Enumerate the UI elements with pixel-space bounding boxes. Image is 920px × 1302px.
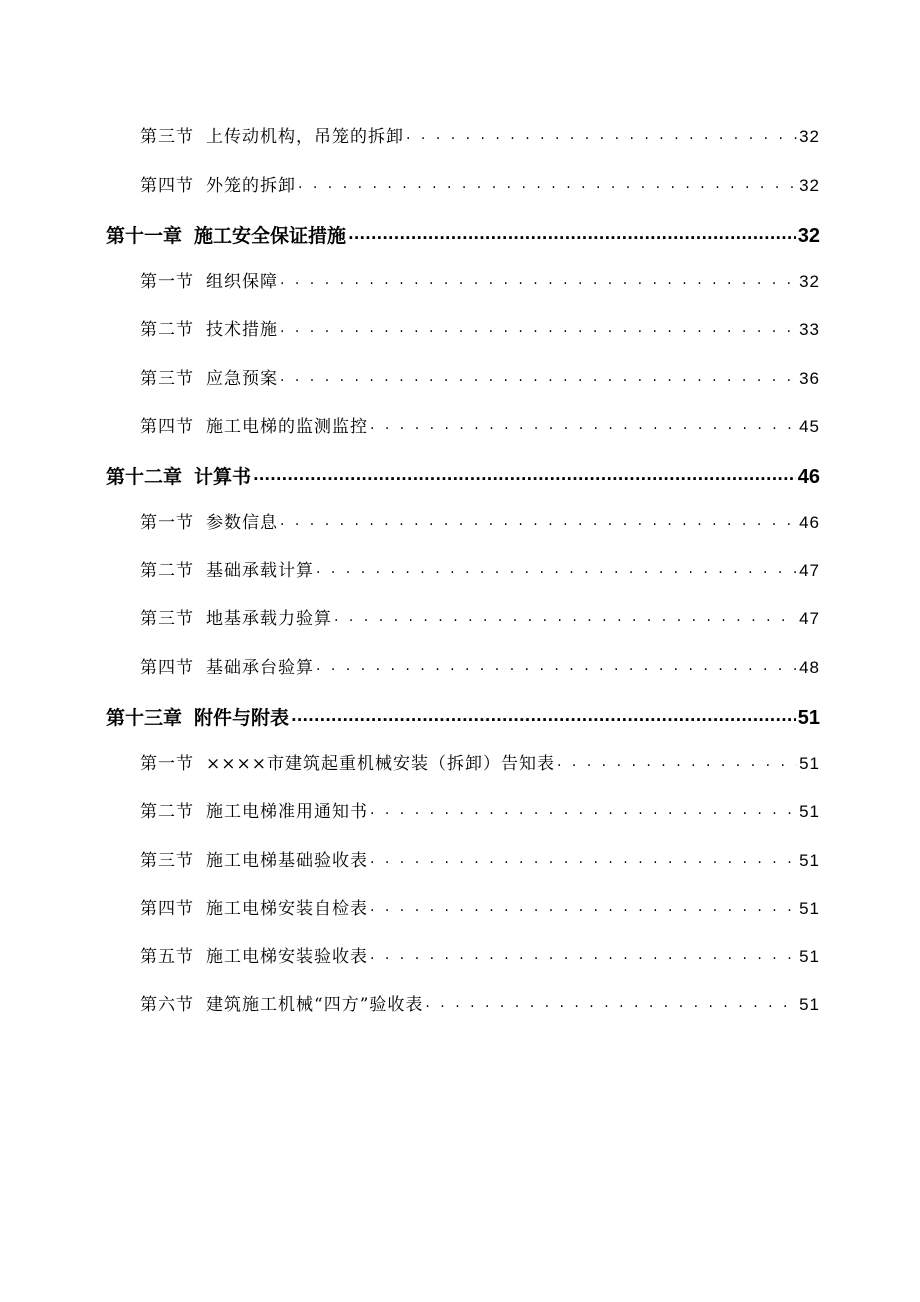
- toc-section-label: 第四节: [140, 658, 194, 678]
- toc-chapter-label: 第十一章: [106, 225, 183, 247]
- toc-page-number: 36: [799, 369, 820, 388]
- toc-entry-section[interactable]: [140, 171, 820, 196]
- dot-leader: [316, 656, 797, 673]
- toc-section-label: 第一节: [140, 754, 194, 774]
- toc-section-label: 第四节: [140, 899, 194, 919]
- toc-entry-section[interactable]: [140, 797, 820, 822]
- toc-section-label: 第三节: [140, 609, 194, 629]
- toc-entry-section[interactable]: [140, 990, 820, 1015]
- toc-entry-section[interactable]: [140, 846, 820, 871]
- toc-page-number: 51: [799, 899, 820, 918]
- toc-entry-section[interactable]: [140, 749, 820, 774]
- toc-entry-section[interactable]: [140, 556, 820, 581]
- dot-leader: [291, 705, 796, 724]
- toc-chapter-title: 附件与附表: [194, 707, 290, 729]
- toc-page-number: 51: [797, 707, 820, 729]
- toc-section-title: 基础承台验算: [206, 658, 314, 678]
- toc-page-number: 47: [799, 561, 820, 580]
- toc-section-title: 施工电梯基础验收表: [206, 851, 368, 871]
- toc-entry-section[interactable]: [140, 508, 820, 533]
- toc-entry-section[interactable]: [140, 364, 820, 389]
- toc-entry-section[interactable]: [140, 894, 820, 919]
- toc-section-label: 第一节: [140, 272, 194, 292]
- toc-section-label: 第一节: [140, 513, 194, 533]
- dot-leader: [370, 945, 797, 962]
- toc-page-number: 32: [799, 127, 820, 146]
- toc-section-title: 组织保障: [206, 272, 278, 292]
- dot-leader: [280, 318, 797, 335]
- toc-page-number: 51: [799, 995, 820, 1014]
- toc-entry-section[interactable]: [140, 412, 820, 437]
- toc-entry-section[interactable]: [140, 267, 820, 292]
- dot-leader: [425, 993, 797, 1010]
- toc-section-title: 参数信息: [206, 513, 278, 533]
- toc-page-number: 46: [797, 466, 820, 488]
- dot-leader: [406, 125, 797, 142]
- toc-section-label: 第四节: [140, 176, 194, 196]
- toc-section-label: 第二节: [140, 320, 194, 340]
- toc-section-title: ××××市建筑起重机械安装（拆卸）告知表: [206, 754, 555, 774]
- toc-section-label: 第六节: [140, 995, 194, 1015]
- toc-entry-section[interactable]: [140, 122, 820, 147]
- toc-chapter-title: 施工安全保证措施: [194, 225, 347, 247]
- dot-leader: [334, 607, 797, 624]
- toc-entry-section[interactable]: [140, 942, 820, 967]
- toc-page-number: 51: [799, 851, 820, 870]
- toc-section-label: 第四节: [140, 417, 194, 437]
- dot-leader: [370, 897, 797, 914]
- toc-chapter-label: 第十二章: [106, 466, 183, 488]
- toc-section-title: 基础承载计算: [206, 561, 314, 581]
- toc-page-number: 51: [799, 947, 820, 966]
- dot-leader: [280, 367, 797, 384]
- toc-page-number: 51: [799, 802, 820, 821]
- toc-page-number: 47: [799, 609, 820, 628]
- toc-section-title: 上传动机构，吊笼的拆卸: [206, 127, 404, 147]
- dot-leader: [298, 174, 797, 191]
- toc-section-title: 施工电梯安装验收表: [206, 947, 368, 967]
- dot-leader: [253, 464, 796, 483]
- toc-section-title: 施工电梯准用通知书: [206, 802, 368, 822]
- dot-leader: [370, 415, 797, 432]
- toc-page-number: 32: [799, 176, 820, 195]
- dot-leader: [557, 752, 797, 769]
- dot-leader: [370, 849, 797, 866]
- toc-section-title: 建筑施工机械“四方”验收表: [206, 995, 424, 1015]
- dot-leader: [280, 511, 797, 528]
- toc-section-label: 第三节: [140, 851, 194, 871]
- toc-section-title: 施工电梯的监测监控: [206, 417, 368, 437]
- toc-page-number: 46: [799, 513, 820, 532]
- toc-page-number: 32: [797, 225, 820, 247]
- toc-chapter-title: 计算书: [194, 466, 252, 488]
- toc-section-title: 技术措施: [206, 320, 278, 340]
- toc-page-number: 48: [799, 658, 820, 677]
- dot-leader: [348, 223, 796, 242]
- toc-section-title: 地基承载力验算: [206, 609, 332, 629]
- toc-page-number: 45: [799, 417, 820, 436]
- toc-section-label: 第三节: [140, 127, 194, 147]
- toc-section-title: 外笼的拆卸: [206, 176, 296, 196]
- dot-leader: [280, 270, 797, 287]
- toc-section-title: 应急预案: [206, 369, 278, 389]
- toc-entry-section[interactable]: [140, 315, 820, 340]
- toc-section-label: 第五节: [140, 947, 194, 967]
- dot-leader: [316, 559, 797, 576]
- toc-section-label: 第二节: [140, 561, 194, 581]
- toc-entry-chapter[interactable]: [106, 703, 820, 730]
- toc-page-number: 32: [799, 272, 820, 291]
- toc-section-title: 施工电梯安装自检表: [206, 899, 368, 919]
- toc-page-number: 33: [799, 320, 820, 339]
- toc-section-label: 第二节: [140, 802, 194, 822]
- toc-chapter-label: 第十三章: [106, 707, 183, 729]
- toc-entry-section[interactable]: [140, 604, 820, 629]
- toc-entry-section[interactable]: [140, 653, 820, 678]
- dot-leader: [370, 800, 797, 817]
- toc-entry-chapter[interactable]: [106, 221, 820, 248]
- toc-page-number: 51: [799, 754, 820, 773]
- toc-section-label: 第三节: [140, 369, 194, 389]
- toc-entry-chapter[interactable]: [106, 462, 820, 489]
